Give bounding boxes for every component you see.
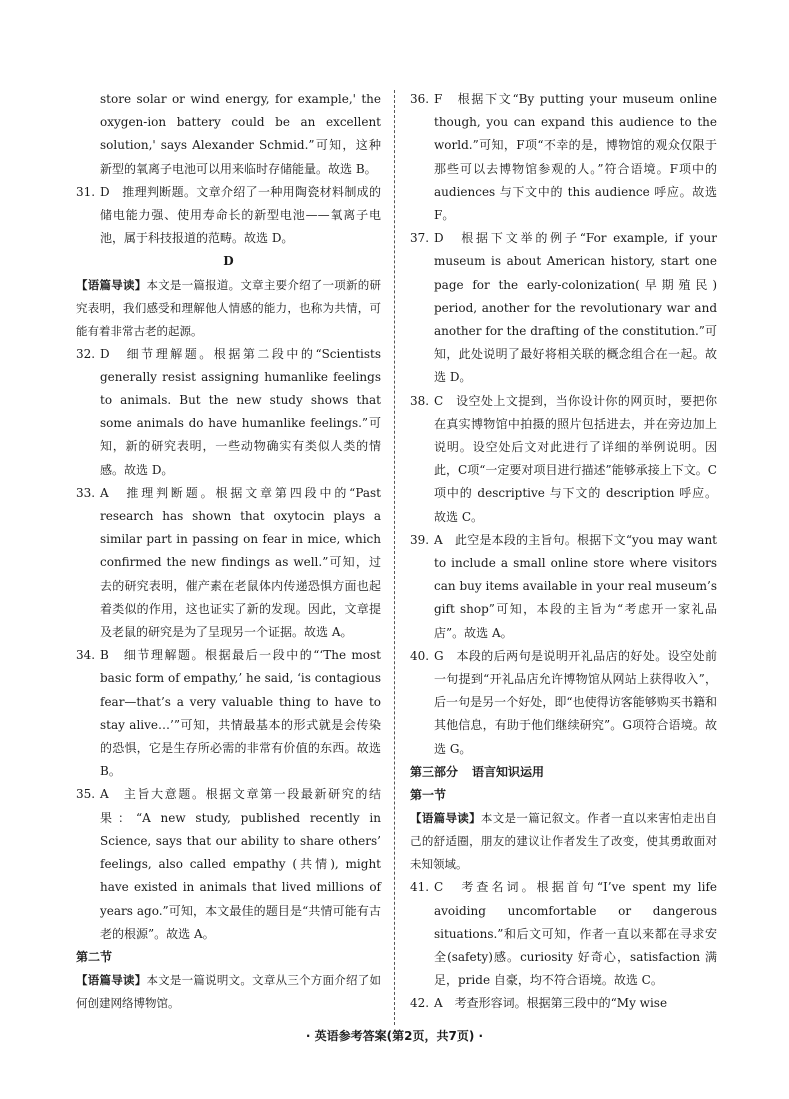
answer-explanation: D 推理判断题。文章介绍了一种用陶瓷材料制成的储电能力强、使用寿命长的新型电池——氧离子电池，属于科技报道的范畴。故选 D。 (100, 184, 381, 246)
answer-number: 33. (76, 485, 96, 500)
part-3-heading (410, 761, 717, 784)
passage-guide-3 (410, 807, 717, 876)
right-column (410, 88, 717, 1016)
left-column (76, 88, 381, 1015)
answer-explanation: D 细节理解题。根据第二段中的“Scientists generally resist assigning humanlike feelings to animals. But the new study shows that some animals do have humanlike feelings.”可知，新的研究表明，一些动物确实有类似人类的情感。故选 D。 (100, 346, 381, 477)
answer-explanation: F 根据下文“By putting your museum online though, you can expand this audience to the world.”可知，F项“不幸的是，博物馆的观众仅限于那些可以去博物馆参观的人。”符合语境。F项中的 audiences 与下文中的 this audience 呼应。故选 F。 (434, 92, 717, 223)
answer-item (76, 482, 381, 644)
answer-number: 42. (410, 996, 430, 1011)
answer-explanation: A 主旨大意题。根据文章第一段最新研究的结果：“A new study, published recently in Science, says that our ability to share others’ feelings, also called empathy (共情), might have existed in animals that lived millions of years ago.”可知，本文最佳的题目是“共情可能有古老的根源”。故选 A。 (100, 787, 381, 941)
answer-item (410, 88, 717, 227)
answer-number: 31. (76, 184, 96, 199)
answer-explanation: C 考查名词。根据首句“I’ve spent my life avoiding uncomfortable or dangerous situations.”和后文可知，作者一直以来都在寻求安全(safety)感。curiosity 好奇心，satisfaction 满足，pride 自豪，均不符合语境。故选 C。 (434, 880, 717, 988)
answer-number: 35. (76, 787, 96, 802)
answer-item (410, 227, 717, 389)
guide-tag: 【语篇导读】 (76, 973, 147, 988)
answer-explanation: A 推理判断题。根据文章第四段中的“Past research has shown that oxytocin plays a similar part in passing on fear in mice, which confirmed the new findings as well.”可知，过去的研究表明，催产素在老鼠体内传递恐惧方面也起着类似的作用，这也证实了新的发现。因此，文章提及老鼠的研究是为了呈现另一个证据。故选 A。 (100, 485, 381, 640)
answer-number: 37. (410, 231, 430, 246)
answer-explanation: C 设空处上文提到，当你设计你的网页时，要把你在真实博物馆中拍摄的照片包括进去，并在旁边加上说明。设空处后文对此进行了详细的举例说明。因此，C项“一定要对项目进行描述”能够承接上下文。C项中的 descriptive 与下文的 description 呼应。故选 C。 (434, 393, 717, 524)
answer-list-c (76, 181, 381, 251)
answer-item (76, 644, 381, 783)
answer-explanation: G 本段的后两句是说明开礼品店的好处。设空处前一句提到“开礼品店允许博物馆从网站上获得收入”，后一句是另一个好处，即“也使得访客能够购买书籍和其他信息，有助于他们继续研究”。G项符合语境。故选 G。 (434, 648, 717, 756)
answer-item (410, 529, 717, 645)
answer-list-d (76, 343, 381, 946)
answer-30-continuation: store solar or wind energy, for example,' the oxygen-ion battery could be an excellent solution,' says Alexander Schmid.”可知，这种新型的氧离子电池可以用来临时存储能量。故选 B。 (100, 92, 381, 176)
answer-explanation: B 细节理解题。根据最后一段中的“‘The most basic form of empathy,’ he said, ‘is contagious fear—that’s a very valuable thing to have to stay alive…’”可知，共情最基本的形式就是会传染的恐惧，它是生存所必需的非常有价值的东西。故选 B。 (100, 648, 381, 779)
guide-text: 本文是一篇记叙文。作者一直以来害怕走出自己的舒适圈，朋友的建议让作者发生了改变，使其勇敢面对未知领域。 (410, 811, 717, 872)
section-1-heading: 第一节 (410, 788, 447, 803)
guide-tag: 【语篇导读】 (410, 811, 481, 826)
guide-tag: 【语篇导读】 (76, 277, 147, 292)
answer-number: 40. (410, 648, 430, 663)
answer-number: 38. (410, 393, 430, 408)
answer-list-41-42 (410, 876, 717, 1015)
answer-list-36-40 (410, 88, 717, 761)
answer-number: 39. (410, 532, 430, 547)
answer-item (410, 390, 717, 529)
answer-item (76, 181, 381, 251)
answer-item (410, 992, 717, 1015)
page-footer: · 英语参考答案(第2页，共7页) · (305, 1029, 484, 1043)
passage-guide-2 (76, 969, 381, 1015)
answer-number: 41. (410, 880, 430, 895)
section-d-heading: D (223, 254, 234, 269)
section-2-heading: 第二节 (76, 949, 113, 964)
answer-number: 32. (76, 346, 96, 361)
column-divider (394, 90, 395, 1025)
answer-item (76, 783, 381, 945)
part-3-number: 第三部分 (410, 764, 459, 779)
guide-text: 本文是一篇报道。文章主要介绍了一项新的研究表明，我们感受和理解他人情感的能力，也称为共情，可能有着非常古老的起源。 (76, 277, 382, 338)
answer-number: 36. (410, 92, 430, 106)
answer-explanation: A 此空是本段的主旨句。根据下文“you may want to include a small online store where visitors can buy items available in your real museum’s gift shop”可知，本段的主旨为“考虑开一家礼品店”。故选 A。 (434, 532, 717, 640)
answer-item (410, 645, 717, 761)
answer-item (76, 343, 381, 482)
answer-explanation: D 根据下文举的例子“For example, if your museum is about American history, start one page for the early-colonization(早期殖民) period, another for the revolutionary war and another for the drafting of the constitution.”可知，此处说明了最好将相关联的概念组合在一起。故选 D。 (434, 231, 717, 385)
part-3-title: 语言知识运用 (472, 764, 545, 779)
answer-item (410, 876, 717, 992)
guide-text: 本文是一篇说明文。文章从三个方面介绍了如何创建网络博物馆。 (76, 973, 382, 1011)
answer-number: 34. (76, 648, 96, 663)
passage-guide-d (76, 274, 381, 343)
answer-explanation: A 考查形容词。根据第三段中的“My wise (434, 996, 668, 1011)
